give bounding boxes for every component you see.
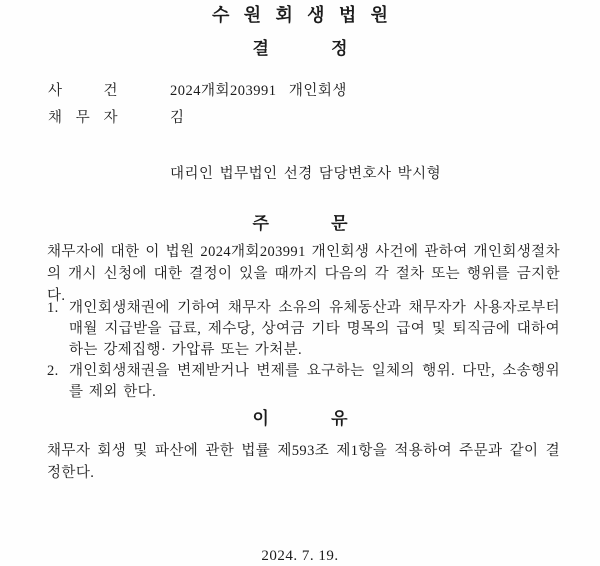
attorney-line: 대리인 법무법인 선경 담당변호사 박시형	[170, 166, 442, 182]
court-name-text: 수 원 회 생 법 원	[212, 5, 388, 25]
debtor-row	[0, 109, 600, 129]
reason-paragraph: 채무자 회생 및 파산에 관한 법률 제593조 제1항을 적용하여 주문과 같이 결정한다.	[47, 443, 560, 481]
order-item-2-number: 2.	[47, 363, 59, 379]
debtor-value: 김	[170, 110, 185, 126]
order-item-2	[47, 361, 560, 403]
case-number-value: 2024개회203991 개인회생	[170, 83, 347, 99]
order-item-1-text: 개인회생채권에 기하여 채무자 소유의 유체동산과 채무자가 사용자로부터 매월 지급받을 급료, 제수당, 상여금 기타 명목의 급여 및 퇴직금에 대하여 하는 강제집행· 가압류 또는 가처분.	[69, 300, 560, 358]
order-section-heading	[0, 214, 600, 234]
decision-date: 2024. 7. 19.	[261, 548, 339, 564]
document-type-text: 결 정	[252, 39, 348, 58]
case-number-row	[0, 82, 600, 102]
order-item-list	[47, 298, 560, 403]
document-type-heading	[0, 39, 600, 59]
case-number-label: 사 건	[48, 83, 118, 99]
order-item-1	[47, 298, 560, 361]
order-intro-paragraph: 채무자에 대한 이 법원 2024개회203991 개인회생 사건에 관하여 개인회생절차의 개시 신청에 대한 결정이 있을 때까지 다음의 각 절차 또는 행위를 금지한다.	[47, 244, 560, 304]
debtor-label: 채 무 자	[48, 110, 118, 126]
court-name-heading	[0, 5, 600, 25]
reason-heading-text: 이 유	[252, 409, 348, 428]
order-item-1-number: 1.	[47, 300, 59, 316]
order-heading-text: 주 문	[252, 214, 348, 233]
order-item-2-text: 개인회생채권을 변제받거나 변제를 요구하는 일체의 행위. 다만, 소송행위를 제외 한다.	[69, 363, 560, 400]
reason-section-heading	[0, 409, 600, 429]
